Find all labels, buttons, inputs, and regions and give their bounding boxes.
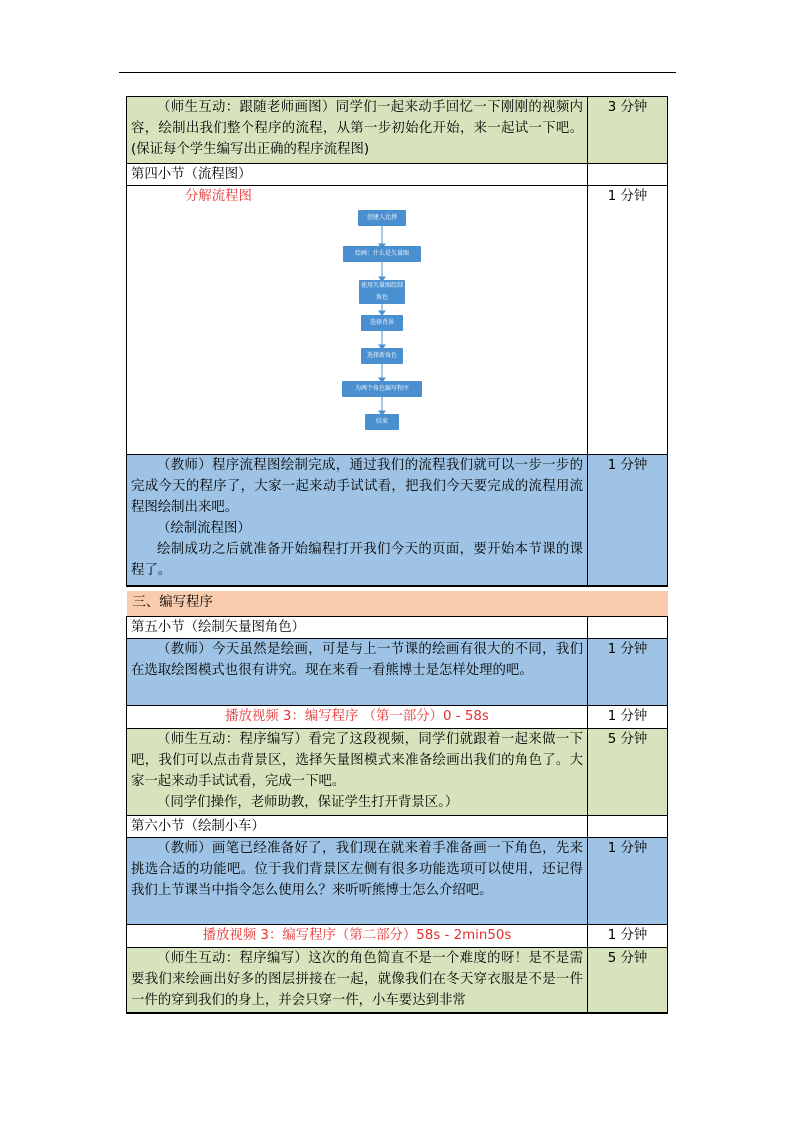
teacher-text: （教师）程序流程图绘制完成，通过我们的流程我们就可以一步一步的完成今天的程序了，大家一起来动手试试看，把我们今天要完成的流程用流程图绘制出来吧。 <box>131 458 583 515</box>
time-cell: 1 分钟 <box>588 705 668 728</box>
flowchart <box>131 207 583 454</box>
teacher-text: （教师）今天虽然是绘画，可是与上一节课的绘画有很大的不同，我们在选取绘图模式也很有讲究。现在来看一看熊博士是怎样处理的吧。 <box>131 641 583 678</box>
flow-step-2: 绘画：什么是矢量图 <box>343 246 421 262</box>
activity-cell <box>127 947 588 1013</box>
time-cell: 5 分钟 <box>588 728 668 815</box>
time-cell: 1 分钟 <box>588 186 668 455</box>
flowchart-cell <box>127 186 588 455</box>
activity-cell <box>127 97 588 164</box>
time-cell: 1 分钟 <box>588 924 668 947</box>
lesson-table-top <box>126 96 668 587</box>
subsection-heading: 第六小节（绘制小车） <box>127 815 588 837</box>
time-cell: 1 分钟 <box>588 638 668 705</box>
subsection-heading: 第四小节（流程图） <box>127 164 588 186</box>
activity-text: （师生互动：跟随老师画图）同学们一起来动手回忆一下刚刚的视频内容，绘制出我们整个程序的流程，从第一步初始化开始，来一起试一下吧。(保证每个学生编写出正确的程序流程图) <box>131 100 583 157</box>
teacher-text: 绘制成功之后就准备开始编程打开我们今天的页面，要开始本节课的课程了。 <box>131 542 583 578</box>
teacher-text: （教师）画笔已经准备好了，我们现在就来着手准备画一下角色，先来挑选合适的功能吧。位于我们背景区左侧有很多功能选项可以使用，还记得我们上节课当中指令怎么使用么？来听听熊博士怎么介绍吧。 <box>131 840 583 898</box>
time-cell: 3 分钟 <box>588 97 668 164</box>
flow-step-4: 选择背景 <box>361 315 403 331</box>
activity-cell <box>127 728 588 815</box>
flow-step-6: 为两个角色编写程序 <box>342 381 422 397</box>
flow-step-3: 使用矢量图绘制角色 <box>359 280 405 304</box>
section-title: 三、编写程序 <box>127 591 668 616</box>
teacher-cell <box>127 455 588 586</box>
time-cell-empty <box>588 815 668 837</box>
lesson-table-bottom <box>126 591 668 1014</box>
activity-text: （师生互动：程序编写）这次的角色简直不是一个难度的呀！是不是需要我们来绘画出好多的图层拼接在一起，就像我们在冬天穿衣服是不是一件一件的穿到我们的身上，并会只穿一件，小车要达到非常 <box>131 950 583 1008</box>
flowchart-arrows <box>131 207 584 454</box>
time-cell: 5 分钟 <box>588 947 668 1013</box>
activity-text: （师生互动：程序编写）看完了这段视频，同学们就跟着一起来做一下吧，我们可以点击背景区，选择矢量图模式来准备绘画出我们的角色了。大家一起来动手试试看，完成一下吧。 <box>131 731 583 789</box>
video-cell: 播放视频 3：编写程序 （第一部分）0 - 58s <box>127 705 588 728</box>
time-cell-empty <box>588 616 668 638</box>
time-cell: 1 分钟 <box>588 837 668 924</box>
time-cell-empty <box>588 164 668 186</box>
flowchart-title: 分解流程图 <box>185 189 252 204</box>
activity-text: （同学们操作，老师助教，保证学生打开背景区。） <box>157 794 459 810</box>
flow-step-5: 选择新角色 <box>361 348 403 364</box>
teacher-text: （绘制流程图） <box>157 521 251 536</box>
time-cell: 1 分钟 <box>588 455 668 586</box>
teacher-cell <box>127 638 588 705</box>
teacher-cell <box>127 837 588 924</box>
subsection-heading: 第五小节（绘制矢量图角色） <box>127 616 588 638</box>
flow-step-end: 结束 <box>365 414 399 430</box>
header-rule <box>119 72 676 73</box>
flow-step-start: 创建人比拼 <box>358 210 406 226</box>
video-cell: 播放视频 3：编写程序（第二部分）58s - 2min50s <box>127 924 588 947</box>
